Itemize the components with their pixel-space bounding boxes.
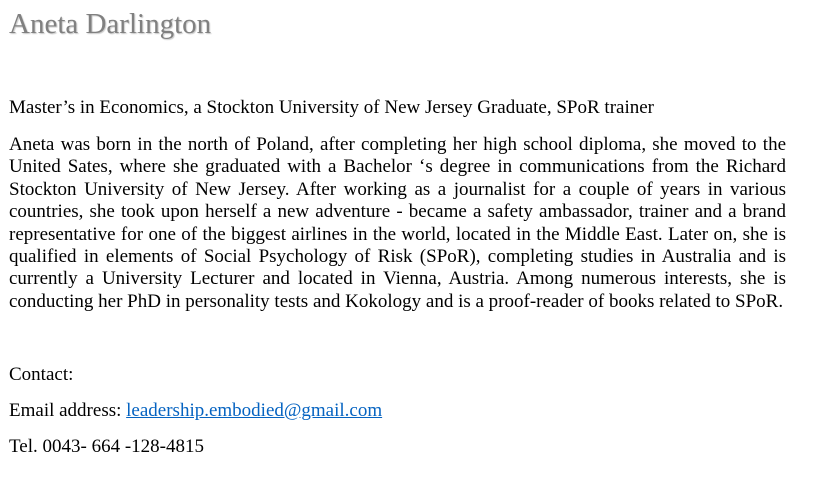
email-line: [9, 400, 382, 422]
credentials-line: Master’s in Economics, a Stockton University of New Jersey Graduate, SPoR trainer: [9, 97, 654, 118]
page-title: Aneta Darlington: [9, 8, 212, 40]
biography-paragraph: Aneta was born in the north of Poland, after completing her high school diploma, she moved to the United Sates, where she graduated with a Bachelor ‘s degree in communications from the Richard Stockton University of New Jersey. After working as a journalist for a couple of years in various countries, she took upon herself a new adventure - became a safety ambassador, trainer and a brand representative for one of the biggest airlines in the world, located in the Middle East. Later on, she is qualified in elements of Social Psychology of Risk (SPoR), completing studies in Australia and is currently a University Lecturer and located in Vienna, Austria. Among numerous interests, she is conducting her PhD in personality tests and Kokology and is a proof-reader of books related to SPoR.: [9, 134, 786, 312]
phone-line: Tel. 0043- 664 -128-4815: [9, 436, 204, 457]
email-label: Email address:: [9, 400, 127, 421]
email-link[interactable]: leadership.embodied@gmail.com: [126, 400, 383, 421]
contact-heading: Contact:: [9, 364, 74, 385]
